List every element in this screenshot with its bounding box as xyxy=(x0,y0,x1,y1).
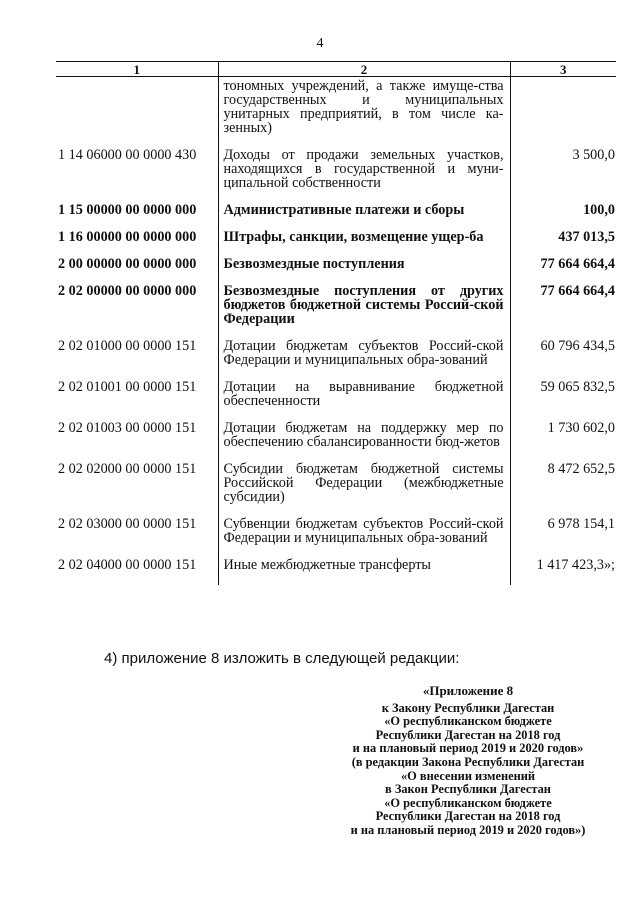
row-amount: 100,0 xyxy=(583,202,615,218)
row-amount: 3 500,0 xyxy=(572,147,615,163)
table-row xyxy=(56,148,616,203)
row-code xyxy=(56,77,218,149)
row-amount: 59 065 832,5 xyxy=(540,379,615,395)
row-name: тономных учреждений, а также имуще-ства государственных и муниципальных унитарных предприятий, в том числе ка-зенных) xyxy=(218,77,510,149)
row-name: Безвозмездные поступления от других бюджетов бюджетной системы Россий-ской Федерации xyxy=(218,284,510,339)
row-code: 2 02 03000 00 0000 151 xyxy=(58,516,197,532)
annex-line: в Закон Республики Дагестан xyxy=(385,782,551,797)
annex-line: (в редакции Закона Республики Дагестан xyxy=(351,754,585,769)
row-code: 1 15 00000 00 0000 000 xyxy=(58,202,197,218)
row-code: 2 02 02000 00 0000 151 xyxy=(58,461,197,477)
row-name: Иные межбюджетные трансферты xyxy=(218,558,510,585)
column-header-name: 2 xyxy=(218,62,510,77)
row-code: 1 14 06000 00 0000 430 xyxy=(58,147,197,163)
row-code: 2 02 00000 00 0000 000 xyxy=(58,283,197,299)
annex-line: и на плановый период 2019 и 2020 годов» xyxy=(352,741,584,756)
row-name: Субсидии бюджетам бюджетной системы Российской Федерации (межбюджетные субсидии) xyxy=(218,462,510,517)
row-name: Штрафы, санкции, возмещение ущер-ба xyxy=(218,230,510,257)
row-name: Административные платежи и сборы xyxy=(218,203,510,230)
table-row xyxy=(56,558,616,585)
row-code: 2 02 01001 00 0000 151 xyxy=(58,379,197,395)
row-amount: 8 472 652,5 xyxy=(547,461,615,477)
table-row xyxy=(56,380,616,421)
annex-line: «О республиканском бюджете xyxy=(384,795,552,810)
row-amount: 1 730 602,0 xyxy=(547,420,615,436)
row-amount: 60 796 434,5 xyxy=(540,338,615,354)
row-name: Безвозмездные поступления xyxy=(218,257,510,284)
row-amount xyxy=(510,77,616,149)
annex-line: «О республиканском бюджете xyxy=(384,714,552,729)
table-row xyxy=(56,203,616,230)
column-header-amount: 3 xyxy=(510,62,616,77)
row-name: Дотации бюджетам субъектов Россий-ской Федерации и муниципальных обра-зований xyxy=(218,339,510,380)
table-row xyxy=(56,462,616,517)
table-row xyxy=(56,77,616,149)
budget-revenue-table xyxy=(56,61,616,585)
annex-line: к Закону Республики Дагестан xyxy=(381,700,555,715)
row-code: 2 02 04000 00 0000 151 xyxy=(58,557,197,573)
column-header-code: 1 xyxy=(56,62,218,77)
row-code: 2 02 01000 00 0000 151 xyxy=(58,338,197,354)
row-code: 1 16 00000 00 0000 000 xyxy=(58,229,197,245)
row-amount: 6 978 154,1 xyxy=(547,516,615,532)
row-amount: 77 664 664,4 xyxy=(540,256,615,272)
row-name: Дотации бюджетам на поддержку мер по обеспечению сбалансированности бюд-жетов xyxy=(218,421,510,462)
page-number: 4 xyxy=(316,36,324,51)
annex-line: Республики Дагестан на 2018 год xyxy=(375,809,561,824)
table-row xyxy=(56,339,616,380)
row-amount: 437 013,5 xyxy=(558,229,615,245)
row-code: 2 02 01003 00 0000 151 xyxy=(58,420,197,436)
table-row xyxy=(56,517,616,558)
annex-heading-block xyxy=(330,684,606,838)
annex-line: и на плановый период 2019 и 2020 годов») xyxy=(350,822,586,837)
table-body xyxy=(56,77,616,586)
annex-line: «О внесении изменений xyxy=(400,768,536,783)
row-name: Дотации на выравнивание бюджетной обеспеченности xyxy=(218,380,510,421)
row-amount: 1 417 423,3»; xyxy=(536,557,615,573)
row-amount: 77 664 664,4 xyxy=(540,283,615,299)
table-row xyxy=(56,257,616,284)
amendment-text: 4) приложение 8 изложить в следующей редакции: xyxy=(104,650,460,667)
table-row xyxy=(56,421,616,462)
table-row xyxy=(56,230,616,257)
table-row xyxy=(56,284,616,339)
row-name: Доходы от продажи земельных участков, находящихся в государственной и муни-ципальной собственности xyxy=(218,148,510,203)
annex-title: «Приложение 8 xyxy=(422,683,514,698)
row-name: Субвенции бюджетам субъектов Россий-ской Федерации и муниципальных обра-зований xyxy=(218,517,510,558)
row-code: 2 00 00000 00 0000 000 xyxy=(58,256,197,272)
table-header-row xyxy=(56,62,616,77)
annex-line: Республики Дагестан на 2018 год xyxy=(375,727,561,742)
